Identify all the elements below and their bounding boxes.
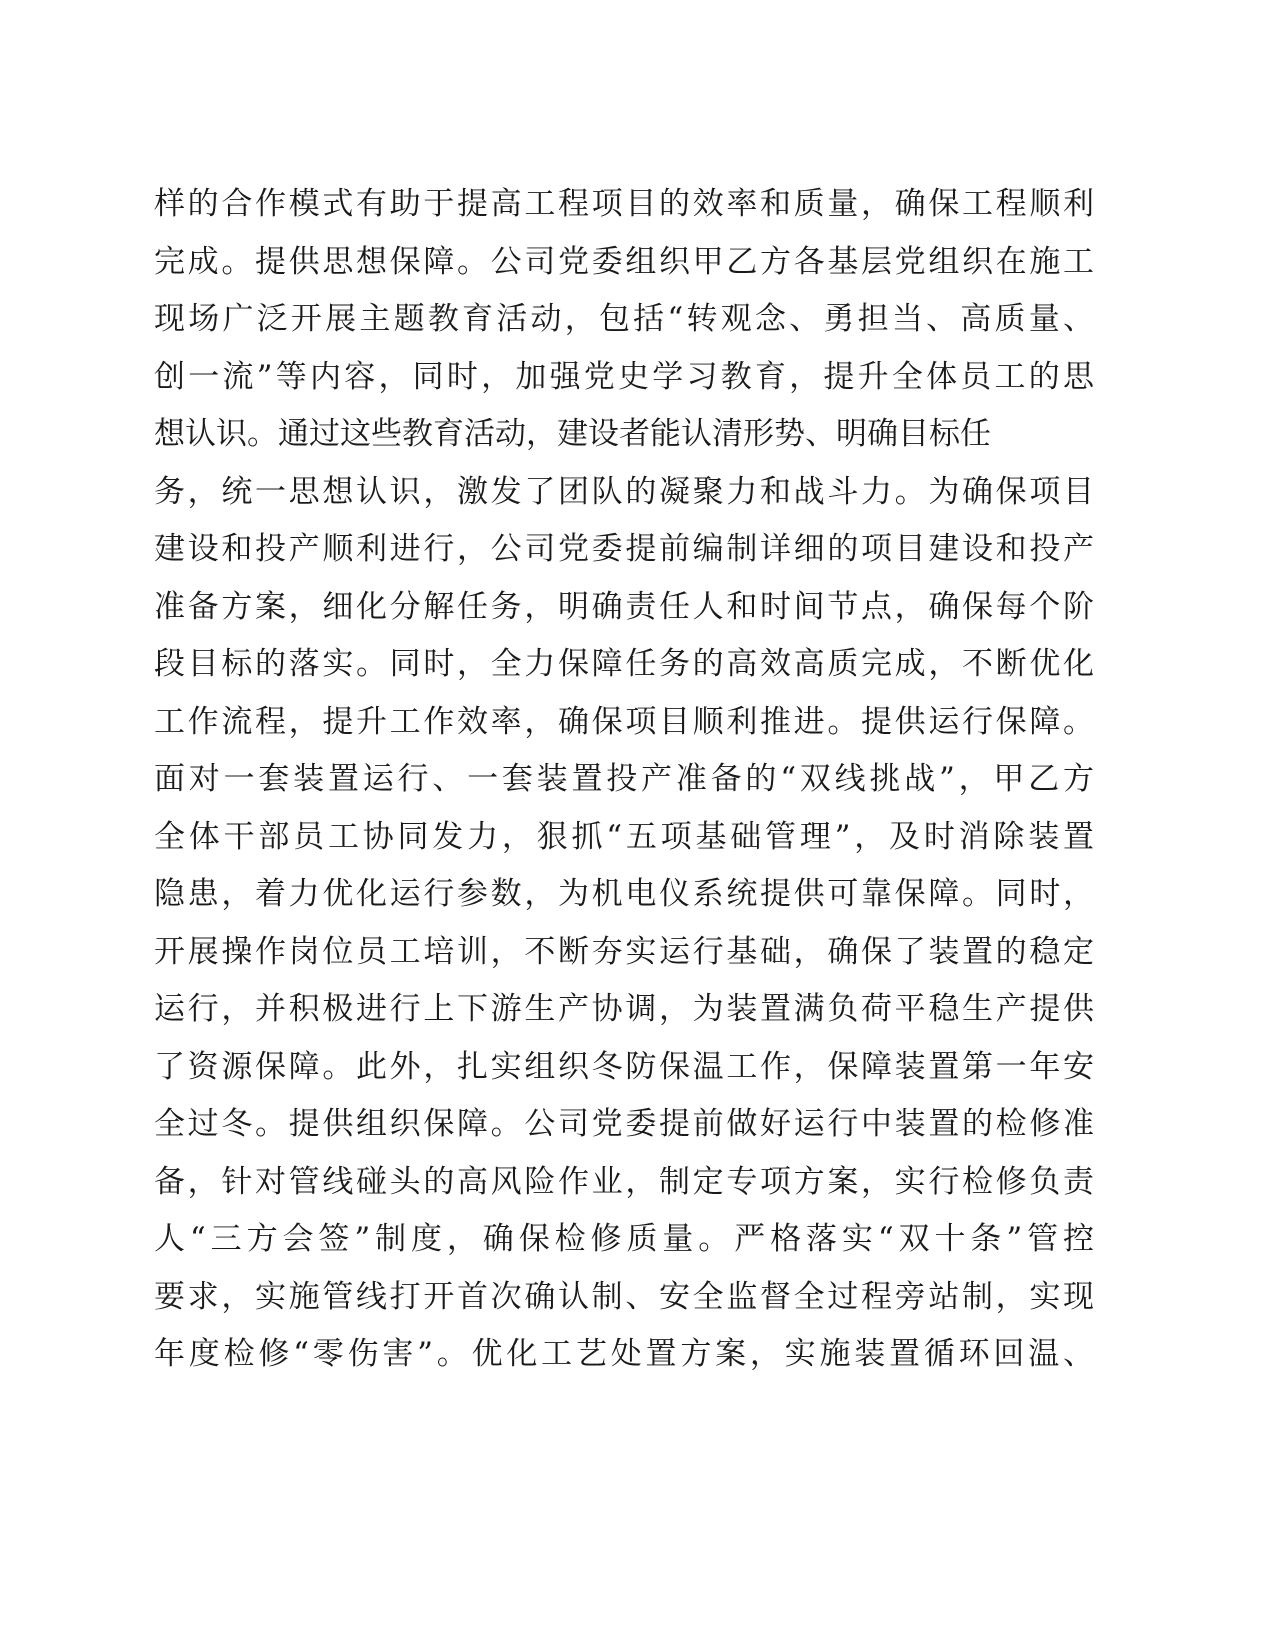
text-line: 开展操作岗位员工培训，不断夯实运行基础，确保了装置的稳定	[154, 933, 1094, 970]
text-line: 务，统一思想认识，激发了团队的凝聚力和战斗力。为确保项目	[154, 473, 1094, 510]
text-line: 全过冬。提供组织保障。公司党委提前做好运行中装置的检修准	[154, 1106, 1094, 1142]
text-line: 运行，并积极进行上下游生产协调，为装置满负荷平稳生产提供	[154, 991, 1094, 1027]
text-line: 人“三方会签”制度，确保检修质量。严格落实“双十条”管控	[154, 1221, 1094, 1257]
text-line: 要求，实施管线打开首次确认制、安全监督全过程旁站制，实现	[154, 1278, 1094, 1315]
text-line: 现场广泛开展主题教育活动，包括“转观念、勇担当、高质量、	[154, 301, 1094, 337]
text-line: 面对一套装置运行、一套装置投产准备的“双线挑战”，甲乙方	[154, 761, 1094, 797]
text-line: 隐患，着力优化运行参数，为机电仪系统提供可靠保障。同时，	[154, 876, 1094, 912]
body-text	[154, 176, 1094, 1384]
text-line: 想认识。通过这些教育活动，建设者能认清形势、明确目标任	[154, 416, 991, 452]
text-line: 年度检修“零伤害”。优化工艺处置方案，实施装置循环回温、	[154, 1336, 1094, 1372]
text-line: 准备方案，细化分解任务，明确责任人和时间节点，确保每个阶	[154, 588, 1094, 625]
text-line: 完成。提供思想保障。公司党委组织甲乙方各基层党组织在施工	[154, 243, 1094, 280]
text-line: 建设和投产顺利进行，公司党委提前编制详细的项目建设和投产	[154, 531, 1094, 567]
text-line: 了资源保障。此外，扎实组织冬防保温工作，保障装置第一年安	[154, 1048, 1094, 1085]
text-line: 创一流”等内容，同时，加强党史学习教育，提升全体员工的思	[154, 358, 1094, 395]
text-line: 段目标的落实。同时，全力保障任务的高效高质完成，不断优化	[154, 646, 1094, 682]
text-line: 全体干部员工协同发力，狠抓“五项基础管理”，及时消除装置	[154, 818, 1094, 855]
text-line: 工作流程，提升工作效率，确保项目顺利推进。提供运行保障。	[154, 703, 1094, 740]
text-line: 样的合作模式有助于提高工程项目的效率和质量，确保工程顺利	[154, 186, 1094, 222]
text-line: 备，针对管线碰头的高风险作业，制定专项方案，实行检修负责	[154, 1163, 1094, 1200]
